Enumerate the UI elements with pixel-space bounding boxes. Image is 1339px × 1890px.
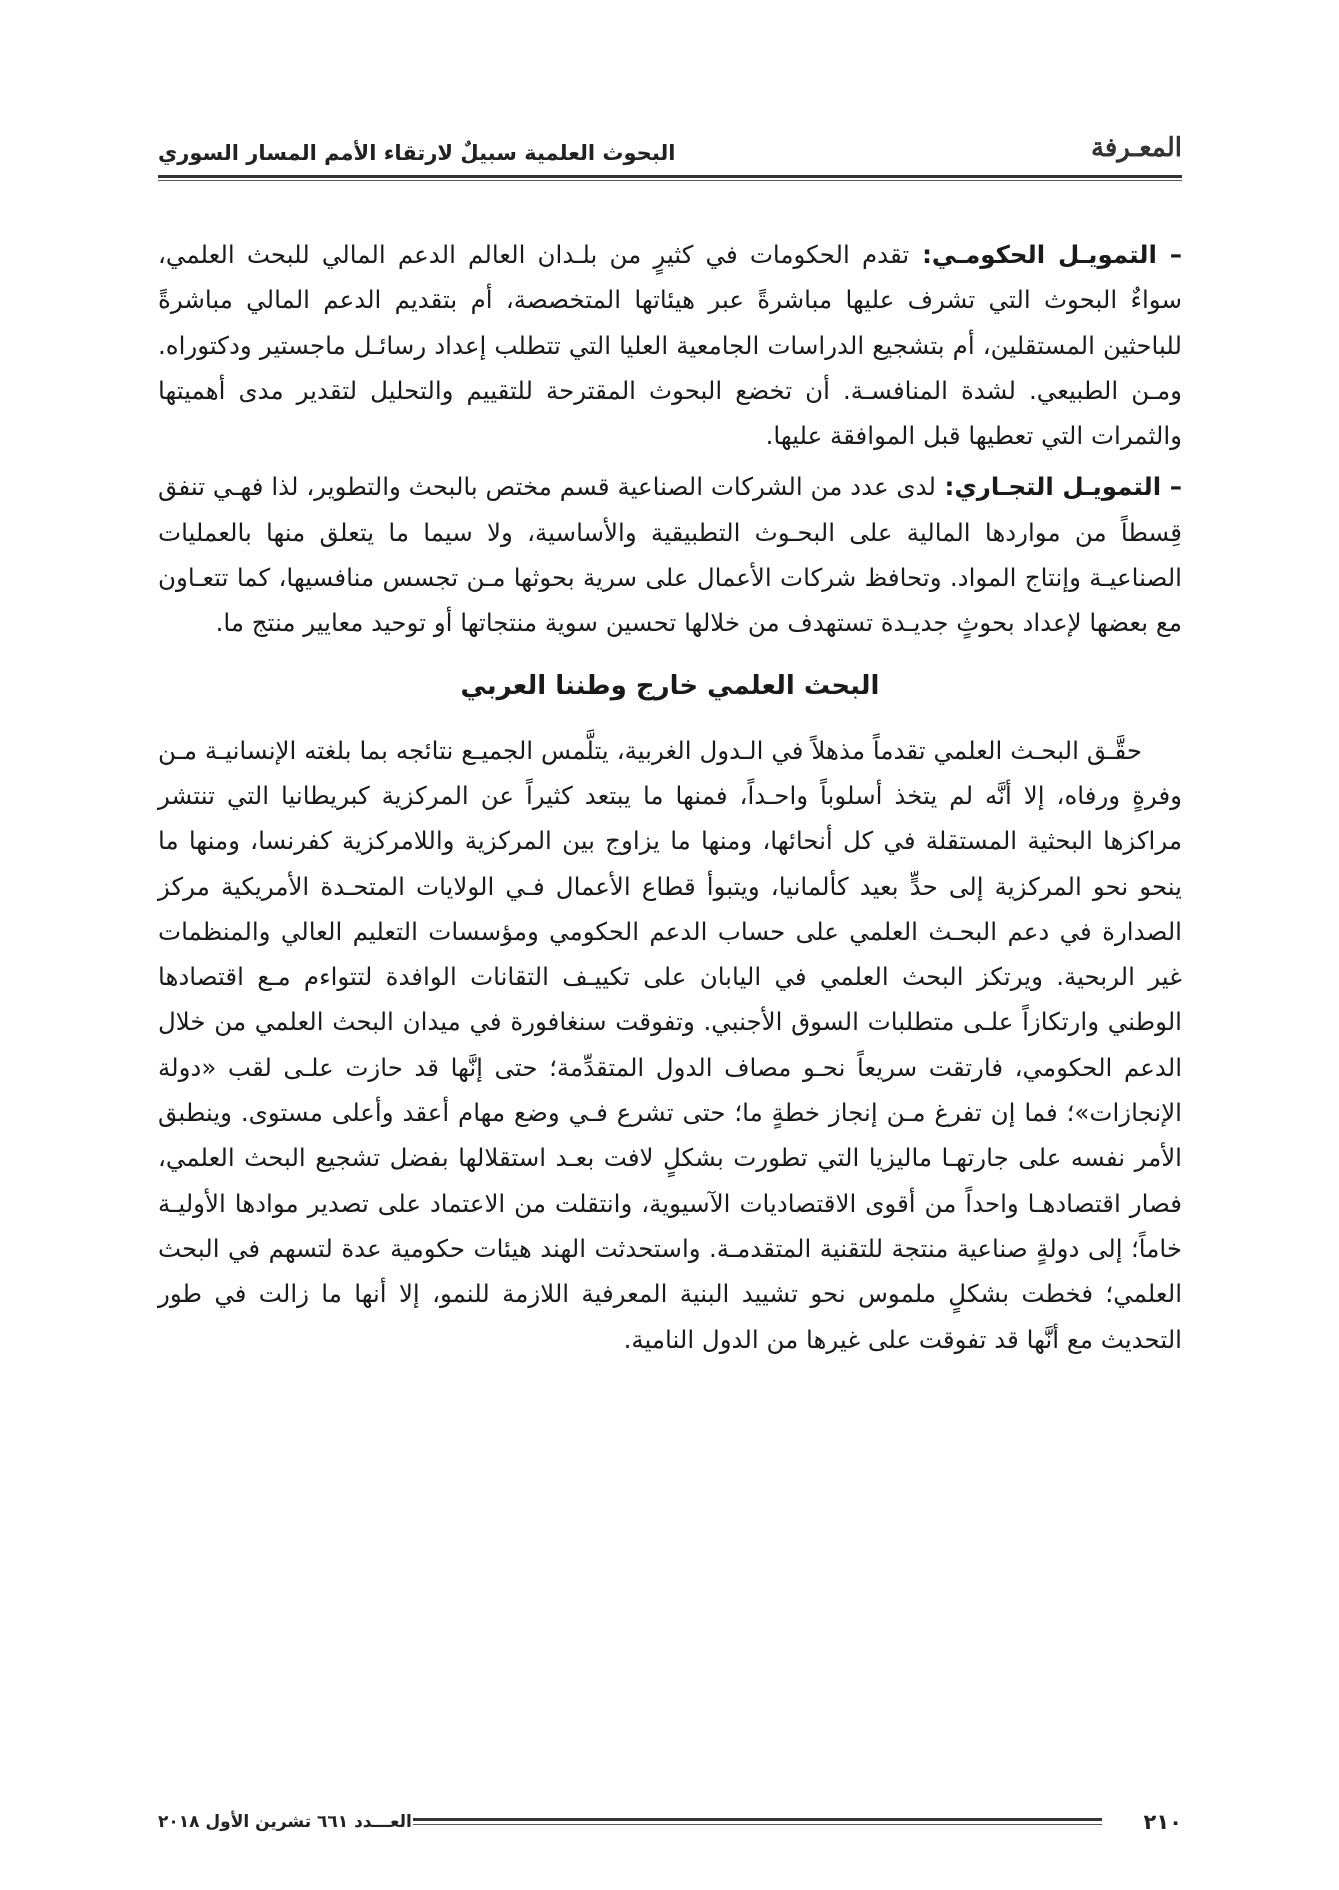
paragraph-government-funding [158,232,1182,458]
paragraph-text: تقدم الحكومات في كثيرٍ من بلـدان العالم الدعم المالي للبحث العلمي، سواءٌ البحوث التي تشرف عليها مباشرةً عبر هيئاتها المتخصصة، أم بتقديم الدعم المالي مباشرةً للباحثين المستقلين، أم بتشجيع الدراسات الجامعية العليا التي تتطلب إعداد رسائـل ماجستير ودكتوراه. ومـن الطبيعي. لشدة المنافسـة. أن تخضع البحوث المقترحة للتقييم والتحليل لتقدير مدى أهميتها والثمرات التي تعطيها قبل الموافقة عليها. [158,240,1182,451]
header-rule [158,175,1182,178]
header-rule-thin [158,180,1182,181]
paragraph-text: لدى عدد من الشركات الصناعية قسم مختص بالبحث والتطوير، لذا فهـي تنفق قِسطاً من مواردها المالية على البحـوث التطبيقية والأساسية، ولا سيما ما يتعلق منها بالعمليات الصناعيـة وإنتاج المواد. وتحافظ شركات الأعمال على سرية بحوثها مـن تجسس منافسيها، كما تتعـاون مع بعضها لإعداد بحوثٍ جديـدة تستهدف من خلالها تحسين سوية منتجاتها أو توحيد معايير منتج ما. [158,472,1182,638]
page-header [158,125,1182,181]
paragraph-lead: – التمويـل التجـاري: [935,472,1182,502]
section-heading: البحث العلمي خارج وطننا العربي [460,670,880,701]
page-number: ٢١٠ [1143,1810,1182,1834]
article-body [158,232,1182,1368]
journal-logo: المعـرفة [1090,133,1182,163]
page-footer [158,1806,1182,1846]
paragraph-lead: – التمويـل الحكومـي: [909,240,1183,269]
issue-info: العـــدد ٦٦١ تشرين الأول ٢٠١٨ [158,1812,412,1832]
paragraph-outside-arab-world: حقَّـق البحـث العلمي تقدماً مذهلاً في الـدول الغربية، يتلَّمس الجميـع نتائجه بما بلغته الإنسانيـة مـن وفرةٍ ورفاه، إلا أنَّه لم يتخذ أسلوباً واحـداً، فمنها ما يبتعد كثيراً عن المركزية كبريطانيا التي تنتشر مراكزها البحثية المستقلة في كل أنحائها، ومنها ما يزاوج بين المركزية واللامركزية كفرنسا، ومنها ما ينحو نحو المركزية إلى حدٍّ بعيد كألمانيا، ويتبوأ قطاع الأعمال فـي الولايات المتحـدة الأمريكية مركز الصدارة في دعم البحـث العلمي على حساب الدعم الحكومي ومؤسسات التعليم العالي والمنظمات غير الربحية. ويرتكز البحث العلمي في اليابان على تكييـف التقانات الوافدة لتتواءم مـع اقتصادها الوطني وارتكازاً علـى متطلبات السوق الأجنبي. وتفوقت سنغافورة في ميدان البحث العلمي من خلال الدعم الحكومي، فارتقت سريعاً نحـو مصاف الدول المتقدِّمة؛ حتى إنَّها قد حازت علـى لقب «دولة الإنجازات»؛ فما إن تفرغ مـن إنجاز خطةٍ ما؛ حتى تشرع فـي وضع مهام أعقد وأعلى مستوى. وينطبق الأمر نفسه على جارتهـا ماليزيا التي تطورت بشكلٍ لافت بعـد استقلالها بفضل تشجيع البحث العلمي، فصار اقتصادهـا واحداً من أقوى الاقتصاديات الآسيوية، وانتقلت من الاعتماد على تصدير موادها الأوليـة خاماً؛ إلى دولةٍ صناعية منتجة للتقنية المتقدمـة. واستحدثت الهند هيئات حكومية عدة لتسهم في البحث العلمي؛ فخطت بشكلٍ ملموس نحو تشييد البنية المعرفية اللازمة للنمو، إلا أنها ما زالت في طور التحديث مع أنَّها قد تفوقت على غيرها من الدول النامية. [158,735,1182,1354]
footer-rule [413,1818,1102,1828]
running-title: البحوث العلمية سبيلٌ لارتقاء الأمم المسار السوري [158,141,676,165]
paragraph-commercial-funding [158,464,1182,645]
